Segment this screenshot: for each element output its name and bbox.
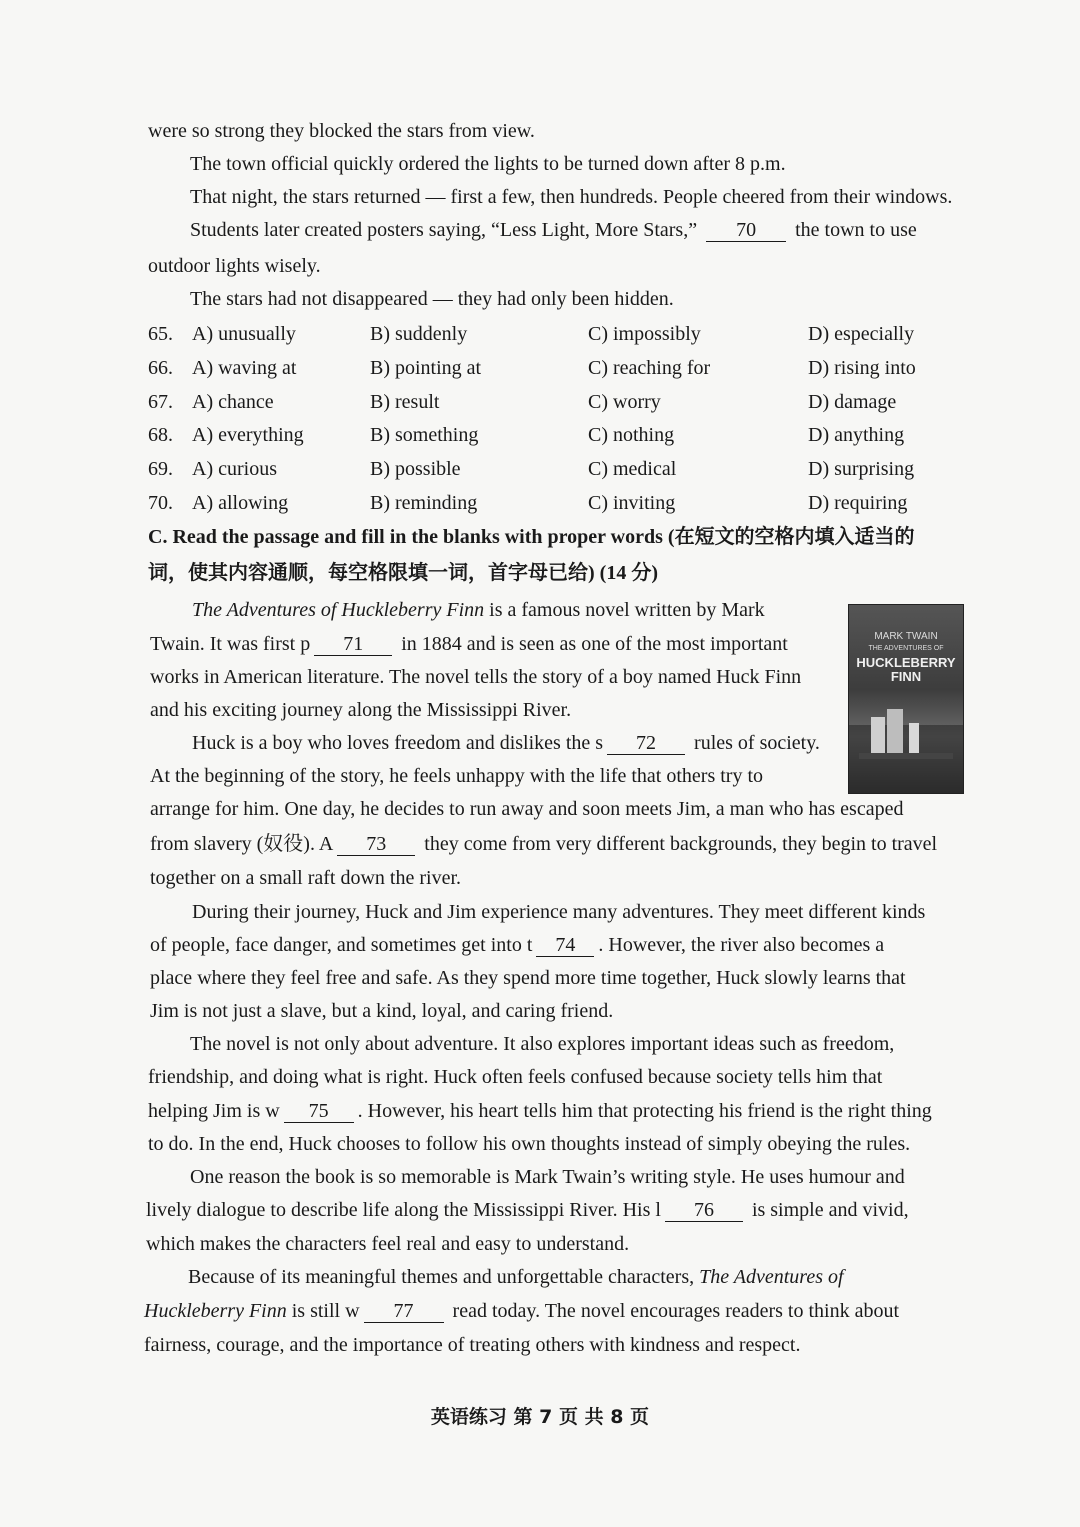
passage-text: in 1884 and is seen as one of the most important (401, 633, 788, 655)
option-c[interactable]: C) medical (588, 458, 677, 480)
question-number: 66. (148, 357, 173, 379)
passage-line (192, 729, 820, 757)
passage-line (150, 630, 788, 658)
option-d[interactable]: D) rising into (808, 357, 916, 379)
option-b[interactable]: B) reminding (370, 492, 478, 514)
option-b[interactable]: B) result (370, 391, 440, 413)
passage-line: The novel is not only about adventure. It also explores important ideas such as freedom, (190, 1033, 895, 1055)
cover-author: MARK TWAIN (874, 631, 938, 642)
option-a[interactable]: A) waving at (192, 357, 297, 379)
passage-line: place where they feel free and safe. As they spend more time together, Huck slowly learns that (150, 967, 906, 989)
blank-70[interactable]: 70 (706, 219, 786, 242)
page-footer: 英语练习 第 7 页 共 8 页 (430, 1406, 650, 1428)
option-b[interactable]: B) something (370, 424, 479, 446)
option-a[interactable]: A) unusually (192, 323, 296, 345)
option-c[interactable]: C) reaching for (588, 357, 711, 379)
passage-line: and his exciting journey along the Mississippi River. (150, 699, 572, 721)
question-number: 65. (148, 323, 173, 345)
passage-line: The town official quickly ordered the lights to be turned down after 8 p.m. (190, 153, 786, 175)
passage-text: is simple and vivid, (751, 1199, 909, 1221)
passage-line: which makes the characters feel real and easy to understand. (146, 1233, 630, 1255)
section-heading: 词，使其内容通顺，每空格限填一词，首字母已给) (14 分) (148, 562, 658, 584)
passage-text: is a famous novel written by Mark (489, 599, 765, 621)
passage-line: During their journey, Huck and Jim experience many adventures. They meet different kinds (192, 901, 926, 923)
passage-line: works in American literature. The novel tells the story of a boy named Huck Finn (150, 666, 802, 688)
passage-line: The stars had not disappeared — they had only been hidden. (190, 288, 674, 310)
passage-line: were so strong they blocked the stars from view. (148, 120, 535, 142)
option-c[interactable]: C) inviting (588, 492, 676, 514)
passage-text: Twain. It was first p (150, 633, 311, 655)
blank-77[interactable]: 77 (364, 1300, 444, 1323)
passage-line: arrange for him. One day, he decides to run away and soon meets Jim, a man who has escaped (150, 798, 904, 820)
book-title: Huckleberry Finn (144, 1300, 287, 1322)
option-a[interactable]: A) allowing (192, 492, 289, 514)
passage-line: That night, the stars returned — first a few, then hundreds. People cheered from their windows. (190, 186, 953, 208)
passage-line: to do. In the end, Huck chooses to follow his own thoughts instead of simply obeying the rules. (148, 1133, 911, 1155)
passage-text: is still w (291, 1300, 360, 1322)
option-b[interactable]: B) pointing at (370, 357, 482, 379)
question-number: 67. (148, 391, 173, 413)
cover-subtitle: THE ADVENTURES OF (868, 645, 944, 652)
question-number: 70. (148, 492, 173, 514)
blank-74[interactable]: 74 (536, 934, 594, 957)
passage-text: Students later created posters saying, “Less Light, More Stars,” (190, 219, 698, 241)
book-title: The Adventures of (699, 1266, 844, 1288)
option-d[interactable]: D) anything (808, 424, 905, 446)
option-d[interactable]: D) especially (808, 323, 915, 345)
question-number: 69. (148, 458, 173, 480)
passage-text: Because of its meaningful themes and unforgettable characters, (188, 1266, 695, 1288)
passage-line (150, 931, 884, 959)
option-a[interactable]: A) chance (192, 391, 274, 413)
book-title: The Adventures of Huckleberry Finn (192, 599, 485, 621)
passage-text: lively dialogue to describe life along the Mississippi River. His l (146, 1199, 661, 1221)
blank-73[interactable]: 73 (337, 833, 415, 856)
passage-line: together on a small raft down the river. (150, 867, 462, 889)
passage-text: rules of society. (694, 732, 820, 754)
passage-text: Huck is a boy who loves freedom and dislikes the s (192, 732, 604, 754)
passage-text: of people, face danger, and sometimes get into t (150, 934, 533, 956)
option-d[interactable]: D) requiring (808, 492, 908, 514)
blank-76[interactable]: 76 (665, 1199, 743, 1222)
passage-line: fairness, courage, and the importance of treating others with kindness and respect. (144, 1334, 801, 1356)
passage-line (144, 1297, 899, 1325)
passage-text: helping Jim is w (148, 1100, 280, 1122)
question-number: 68. (148, 424, 173, 446)
cover-illustration (849, 605, 963, 793)
passage-line (190, 216, 917, 244)
option-b[interactable]: B) possible (370, 458, 461, 480)
passage-line (150, 830, 937, 858)
option-a[interactable]: A) curious (192, 458, 277, 480)
option-c[interactable]: C) nothing (588, 424, 675, 446)
blank-75[interactable]: 75 (284, 1100, 354, 1123)
passage-text: the town to use (795, 219, 917, 241)
passage-line: outdoor lights wisely. (148, 255, 321, 277)
cover-title: HUCKLEBERRY (856, 655, 956, 670)
cover-title: FINN (890, 669, 922, 684)
passage-line: Jim is not just a slave, but a kind, loyal, and caring friend. (150, 1000, 614, 1022)
passage-line (146, 1196, 909, 1224)
option-d[interactable]: D) damage (808, 391, 897, 413)
passage-text: . However, his heart tells him that protecting his friend is the right thing (357, 1100, 932, 1122)
passage-text: from slavery (奴役). A (150, 833, 334, 855)
option-a[interactable]: A) everything (192, 424, 304, 446)
passage-line (188, 1263, 844, 1291)
passage-text: read today. The novel encourages readers to think about (452, 1300, 900, 1322)
passage-line: friendship, and doing what is right. Huck often feels confused because society tells him that (148, 1066, 883, 1088)
passage-line: One reason the book is so memorable is Mark Twain’s writing style. He uses humour and (190, 1166, 905, 1188)
option-d[interactable]: D) surprising (808, 458, 915, 480)
blank-72[interactable]: 72 (607, 732, 685, 755)
option-c[interactable]: C) impossibly (588, 323, 701, 345)
blank-71[interactable]: 71 (314, 633, 392, 656)
book-cover-image (848, 604, 964, 794)
passage-text: . However, the river also becomes a (598, 934, 885, 956)
section-heading: C. Read the passage and fill in the blanks with proper words (在短文的空格内填入适当的 (148, 526, 915, 548)
option-c[interactable]: C) worry (588, 391, 661, 413)
option-b[interactable]: B) suddenly (370, 323, 468, 345)
passage-line: At the beginning of the story, he feels unhappy with the life that others try to (150, 765, 764, 787)
passage-line (148, 1097, 932, 1125)
passage-text: they come from very different backgrounds, they begin to travel (424, 833, 938, 855)
passage-line (192, 596, 765, 624)
